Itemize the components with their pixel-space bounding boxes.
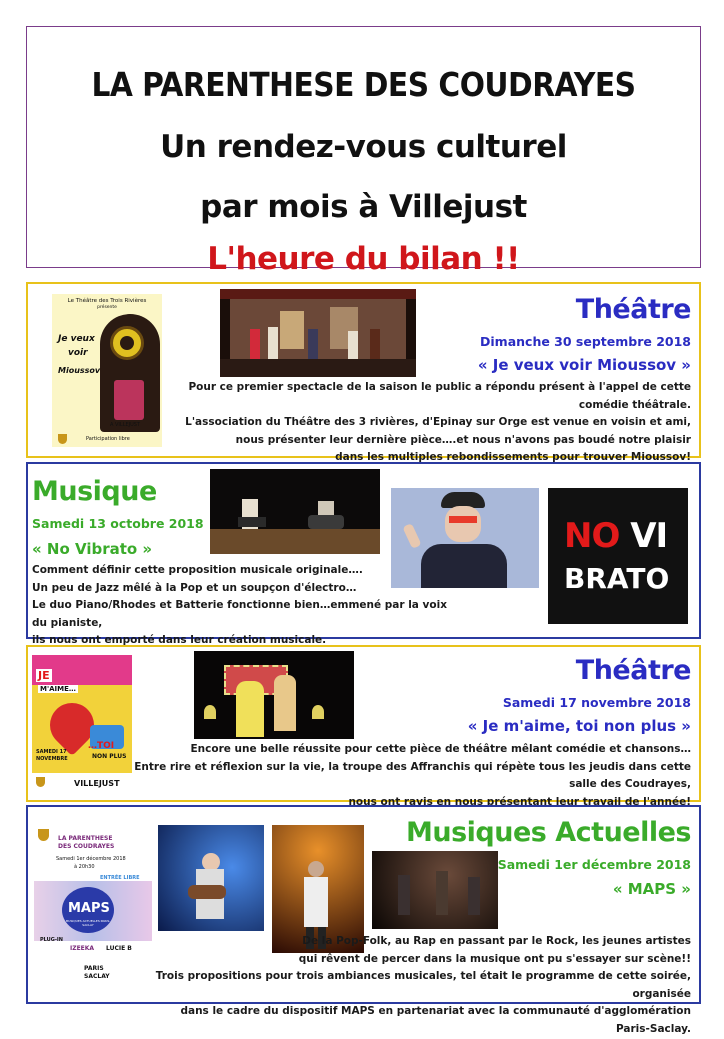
event-section-theatre-1 (26, 282, 701, 464)
poster-maime: M'AIME… (40, 685, 76, 693)
poster-top-text-2: présente (97, 305, 117, 310)
poster-novembre: NOVEMBRE (36, 756, 68, 762)
event-section-musique (26, 462, 701, 647)
category-label: Musique (32, 476, 157, 507)
poster-maps-logo: MAPS (68, 901, 110, 916)
poster-plugin: PLUG-IN (40, 937, 63, 943)
no-vibrato-logo (548, 488, 688, 624)
show-title: « Je m'aime, toi non plus » (467, 717, 691, 735)
event-date: Samedi 1er décembre 2018 (497, 857, 691, 872)
photo-singer (391, 488, 539, 588)
description-line: ils nous ont emporté dans leur création musicale. (32, 634, 327, 647)
poster-ps1: PARIS (84, 965, 104, 972)
poster-place: VILLEJUST (74, 779, 120, 788)
poster-title-1: Je veux (58, 334, 95, 344)
poster-title-2: voir (68, 348, 88, 358)
description-line: De la Pop-Folk, au Rap en passant par le Rock, les jeunes artistes (302, 935, 691, 947)
show-title: « Je veux voir Mioussov » (477, 356, 691, 374)
description-line: Entre rire et réflexion sur la vie, la troupe des Affranchis qui répète tous les jeudis dans cette salle des Coudrayes, (134, 760, 691, 791)
category-label: Théâtre (575, 655, 691, 686)
description-line: nous présenter leur dernière pièce….et nous n'avons pas boudé notre plaisir (235, 433, 691, 446)
poster-toi: …TOI (88, 741, 115, 751)
poster-top-text: Le Théâtre des Trois Rivières (67, 298, 147, 304)
poster-nonplus: NON PLUS (92, 753, 127, 760)
description-line: Un peu de Jazz mêlé à la Pop et un soupçon d'électro… (32, 581, 357, 594)
photo-theatre-stage (220, 289, 416, 377)
subtitle-bilan: L'heure du bilan !! (207, 241, 520, 277)
description-line: Encore une belle réussite pour cette pièce de théâtre mêlant comédie et chansons… (190, 743, 691, 755)
event-description (111, 741, 691, 811)
description-line: dans les multiples rebondissements pour trouver Mioussov! (335, 451, 691, 464)
page-title: LA PARENTHESE DES COUDRAYES (91, 65, 636, 104)
description-line: Trois propositions pour trois ambiances musicales, tel était le programme de cette soirée, organisée (155, 970, 691, 1000)
event-description (151, 379, 691, 467)
logo-vi: VI (630, 516, 668, 556)
event-section-musiques-actuelles (26, 805, 701, 1035)
description-line: qui rêvent de percer dans la musique ont pu s'essayer sur scène!! (298, 952, 691, 965)
poster-maps-sub: MUSIQUES ACTUELLES PARIS-SACLAY (65, 919, 111, 927)
description-line: L'association du Théâtre des 3 rivières, d'Epinay sur Orge est venue en voisin et ami, (185, 416, 691, 429)
description-line: Comment définir cette proposition musicale originale…. (32, 564, 363, 576)
event-description (151, 933, 691, 1039)
poster-maps (34, 823, 152, 987)
description-line: Le duo Piano/Rhodes et Batterie fonctionne bien…emmené par la voix du pianiste, (32, 599, 447, 629)
poster-line-1: LA PARENTHESE (58, 835, 113, 842)
poster-line-3: Samedi 1er décembre 2018 (56, 856, 126, 862)
poster-bottom: Participation libre (86, 436, 130, 442)
photo-concert-stage (210, 469, 380, 554)
category-label: Musiques Actuelles (406, 817, 691, 848)
event-date: Dimanche 30 septembre 2018 (480, 334, 691, 349)
event-description (32, 562, 452, 650)
description-line: dans le cadre du dispositif MAPS en partenariat avec la communauté d'agglomération Paris-Saclay. (180, 1005, 691, 1035)
poster-je: JE (38, 669, 50, 682)
poster-samedi: SAMEDI 17 (36, 749, 67, 755)
poster-mioussov (52, 294, 162, 447)
header-box (26, 26, 701, 277)
description-line: nous ont ravis en nous présentant leur travail de l'année! (348, 795, 691, 808)
logo-no: NO (564, 516, 620, 556)
poster-ps2: SACLAY (84, 973, 110, 980)
subtitle-line-1: Un rendez-vous culturel (160, 129, 567, 165)
photo-theatre-duo (194, 651, 354, 739)
event-section-theatre-2 (26, 645, 701, 808)
category-label: Théâtre (575, 294, 691, 325)
photo-rock-band (372, 851, 498, 929)
poster-entree: ENTRÉE LIBRE (100, 875, 140, 881)
event-date: Samedi 13 octobre 2018 (32, 516, 204, 531)
show-title: « MAPS » (612, 880, 691, 898)
poster-place: A VILLEJUST (110, 422, 140, 428)
poster-izeeka: IZEEKA (70, 945, 95, 952)
poster-title-3: Mioussov (58, 366, 101, 375)
poster-line-2: DES COUDRAYES (58, 843, 115, 850)
event-date: Samedi 17 novembre 2018 (502, 695, 691, 710)
photo-singer-guitar (158, 825, 264, 931)
poster-line-4: à 20h30 (74, 864, 95, 870)
poster-lucie: LUCIE B (106, 945, 132, 952)
description-line: Pour ce premier spectacle de la saison le public a répondu présent à l'appel de cette comédie théâtrale. (188, 381, 691, 411)
logo-brato: BRATO (564, 562, 670, 595)
subtitle-line-2: par mois à Villejust (200, 189, 527, 225)
show-title: « No Vibrato » (32, 540, 153, 558)
